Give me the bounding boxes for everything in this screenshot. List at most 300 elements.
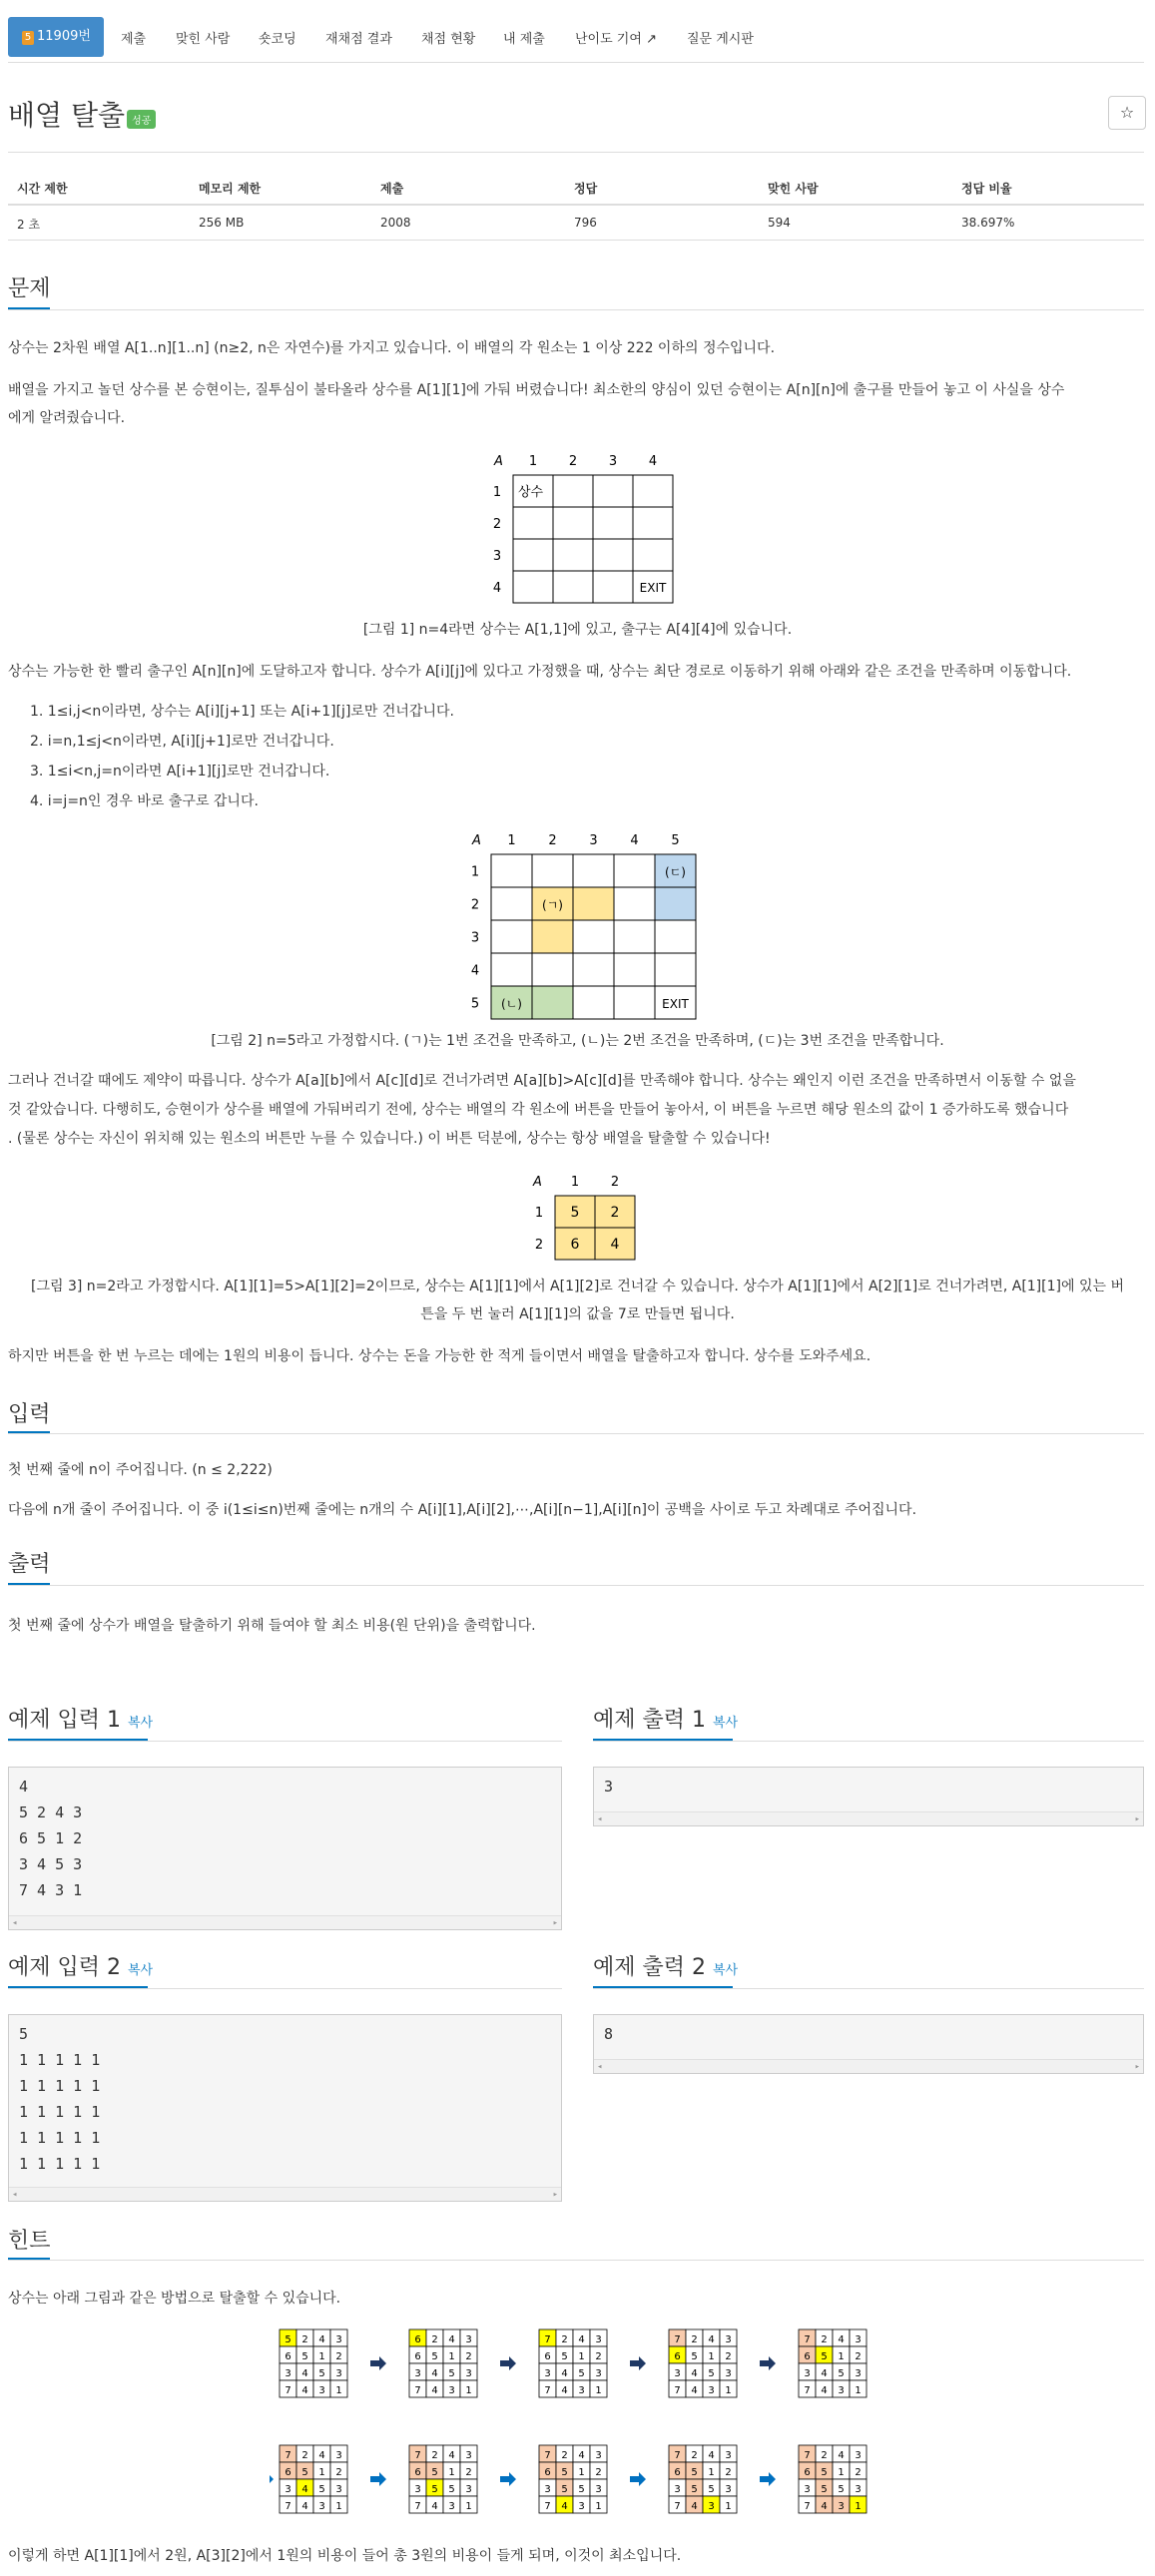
horizontal-scrollbar[interactable]: ◂ ▸	[9, 1915, 561, 1929]
hint-cell-value: 5	[838, 2484, 845, 2495]
hint-cell-value: 4	[318, 2450, 325, 2461]
condition-item: 3. 1≤i<n,j=n이라면 A[i+1][j]로만 건너갑니다.	[30, 764, 330, 779]
hint-cell-value: 5	[431, 2467, 438, 2478]
problem-paragraph: 것 같았습니다. 다행히도, 승현이가 상수를 배열에 가둬버리기 전에, 상수는 배열의 각 원소에 버튼을 만들어 놓아서, 이 버튼을 누르면 해당 원소의 값이 1 증가하도록 했습니다	[8, 1102, 1069, 1118]
hint-cell-value: 4	[838, 2334, 845, 2345]
tier-icon: 5	[22, 31, 34, 45]
hint-cell-value: 3	[544, 2484, 551, 2495]
hint-cell-value: 2	[855, 2351, 862, 2362]
step-arrow-icon	[760, 2356, 776, 2370]
hint-paragraph: 상수는 아래 그림과 같은 방법으로 탈출할 수 있습니다.	[8, 2291, 341, 2307]
hint-cell-value: 7	[285, 2450, 291, 2461]
fig1-cell	[553, 539, 593, 571]
fig1-start-label: 상수	[518, 485, 544, 500]
figure-3-caption: 튼을 두 번 눌러 A[1][1]의 값을 7로 만들면 됩니다.	[420, 1306, 735, 1322]
hint-cell-value: 1	[855, 2501, 862, 2512]
hint-cell-value: 1	[578, 2467, 585, 2478]
hint-cell-value: 5	[431, 2484, 438, 2495]
tab-status[interactable]: 채점 현황	[421, 32, 476, 47]
problem-paragraph: . (물론 상수는 자신이 위치해 있는 원소의 버튼만 누를 수 있습니다.) 이 버튼 덕분에, 상수는 항상 배열을 탈출할 수 있습니다!	[8, 1131, 771, 1147]
hint-cell-value: 3	[595, 2368, 602, 2379]
hint-cell-value: 7	[804, 2334, 811, 2345]
hint-cell-value: 4	[578, 2334, 585, 2345]
fig2-col-label: 2	[548, 833, 557, 848]
figure-1-grid	[483, 447, 683, 609]
stats-header-accepted: 정답	[574, 182, 598, 196]
hint-cell-value: 2	[335, 2467, 342, 2478]
hint-cell-value: 5	[561, 2467, 568, 2478]
fig1-cell	[553, 475, 593, 507]
hint-cell-value: 3	[725, 2368, 732, 2379]
hint-cell-value: 7	[544, 2501, 551, 2512]
hint-cell-value: 3	[804, 2484, 811, 2495]
hint-cell-value: 3	[578, 2385, 585, 2396]
fig1-cell	[513, 571, 553, 603]
hint-cell-value: 2	[691, 2450, 698, 2461]
hint-cell-value: 2	[725, 2351, 732, 2362]
hint-cell-value: 2	[465, 2467, 472, 2478]
hint-steps-figure	[270, 2325, 908, 2541]
hint-cell-value: 3	[855, 2484, 862, 2495]
hint-cell-value: 4	[691, 2368, 698, 2379]
hint-cell-value: 3	[335, 2450, 342, 2461]
fig2-cell	[532, 854, 573, 887]
hint-cell-value: 4	[821, 2368, 828, 2379]
hint-cell-value: 1	[318, 2351, 325, 2362]
hint-cell-value: 5	[708, 2484, 715, 2495]
hint-cell-value: 6	[414, 2351, 421, 2362]
hint-cell-value: 3	[465, 2450, 472, 2461]
problem-paragraph: 하지만 버튼을 한 번 누르는 데에는 1원의 비용이 듭니다. 상수는 돈을 가능한 한 적게 들이면서 배열을 탈출하고자 합니다. 상수를 도와주세요.	[8, 1348, 871, 1364]
hint-cell-value: 4	[448, 2334, 455, 2345]
fig1-cell	[633, 475, 673, 507]
tab-rejudge[interactable]: 재채점 결과	[325, 32, 392, 47]
problem-number-label: 11909번	[37, 29, 91, 44]
figure-2-caption: [그림 2] n=5라고 가정합시다. (ㄱ)는 1번 조건을 만족하고, (ㄴ)는 2번 조건을 만족하며, (ㄷ)는 3번 조건을 만족합니다.	[211, 1033, 944, 1049]
stats-header-memory: 메모리 제한	[199, 182, 262, 196]
fig1-cell	[593, 571, 633, 603]
stats-value-memory: 256 MB	[199, 216, 245, 230]
copy-button[interactable]: 복사	[713, 1716, 739, 1731]
hint-cell-value: 2	[561, 2334, 568, 2345]
hint-cell-value: 7	[804, 2501, 811, 2512]
hint-cell-value: 2	[821, 2334, 828, 2345]
fig2-cell	[573, 854, 614, 887]
condition-item: 4. i=j=n인 경우 바로 출구로 갑니다.	[30, 793, 259, 809]
fig2-cell	[655, 953, 696, 986]
hint-cell-value: 5	[318, 2368, 325, 2379]
fig3-cell-value: 4	[610, 1237, 620, 1253]
hint-cell-value: 5	[691, 2484, 698, 2495]
problem-paragraph: 배열을 가지고 놀던 상수를 본 승현이는, 질투심이 불타올라 상수를 A[1][1]에 가둬 버렸습니다! 최소한의 양심이 있던 승현이는 A[n][n]에 출구를 만들어 놓고 이 사실을 상수	[8, 382, 1065, 398]
input-paragraph: 다음에 n개 줄이 주어집니다. 이 중 i(1≤i≤n)번째 줄에는 n개의 수 A[i][1],A[i][2],⋯,A[i][n−1],A[i][n]이 공백을 사이로 두고 차례대로 주어집니다.	[8, 1502, 917, 1518]
tab-accepted-users[interactable]: 맞힌 사람	[176, 32, 231, 47]
hint-cell-value: 7	[674, 2385, 681, 2396]
hint-cell-value: 4	[431, 2385, 438, 2396]
fig1-cell	[513, 539, 553, 571]
fig2-cell	[491, 854, 532, 887]
hint-cell-value: 4	[301, 2385, 308, 2396]
hint-cell-value: 6	[285, 2351, 291, 2362]
fig2-cell	[614, 887, 655, 920]
hint-cell-value: 3	[674, 2484, 681, 2495]
hint-cell-value: 5	[301, 2351, 308, 2362]
fig3-cell-value: 2	[610, 1205, 620, 1221]
hint-cell-value: 3	[855, 2334, 862, 2345]
hint-cell-value: 4	[301, 2484, 308, 2495]
external-link-icon: ↗	[646, 32, 657, 47]
hint-cell-value: 5	[708, 2368, 715, 2379]
tab-difficulty-contribute[interactable]	[575, 28, 657, 47]
fig3-col-label: 2	[610, 1175, 620, 1190]
hint-cell-value: 4	[301, 2368, 308, 2379]
sample-input-2-content: 5 1 1 1 1 1 1 1 1 1 1 1 1 1 1 1 1 1 1 1 1 1 1 1 1 1	[19, 2025, 101, 2173]
horizontal-scrollbar[interactable]: ◂ ▸	[594, 2059, 1143, 2073]
fig2-col-label: 3	[589, 833, 598, 848]
hint-cell-value: 6	[674, 2467, 681, 2478]
hint-cell-value: 5	[821, 2484, 828, 2495]
hint-cell-value: 2	[855, 2467, 862, 2478]
tab-question-board[interactable]: 질문 게시판	[687, 32, 754, 47]
hint-cell-value: 3	[595, 2334, 602, 2345]
fig3-col-label: 1	[570, 1175, 580, 1190]
hint-cell-value: 3	[595, 2450, 602, 2461]
step-arrow-icon	[500, 2472, 516, 2486]
fig1-col-label: 1	[528, 454, 538, 469]
fig2-cell	[491, 887, 532, 920]
fig2-cell	[532, 953, 573, 986]
hint-cell-value: 3	[335, 2368, 342, 2379]
fig2-row-label: 5	[470, 996, 480, 1012]
hint-cell-value: 7	[414, 2501, 421, 2512]
stats-value-ratio: 38.697%	[961, 216, 1015, 230]
hint-cell-value: 5	[448, 2368, 455, 2379]
hint-cell-value: 7	[804, 2450, 811, 2461]
fig1-col-label: 3	[608, 454, 618, 469]
hint-cell-value: 1	[335, 2501, 342, 2512]
fig2-cell	[614, 854, 655, 887]
sample-output-1-content: 3	[604, 1778, 614, 1796]
fig1-col-label: 2	[568, 454, 578, 469]
hint-cell-value: 1	[838, 2467, 845, 2478]
fig3-row-label: 1	[534, 1206, 544, 1221]
fig3-letter: A	[533, 1175, 542, 1190]
fig2-cell	[614, 986, 655, 1019]
figure-1-caption: [그림 1] n=4라면 상수는 A[1,1]에 있고, 출구는 A[4][4]에 있습니다.	[362, 622, 793, 638]
hint-cell-value: 2	[431, 2334, 438, 2345]
hint-cell-value: 3	[725, 2450, 732, 2461]
hint-cell-value: 4	[838, 2450, 845, 2461]
hint-cell-value: 2	[595, 2351, 602, 2362]
page-title: 배열 탈출	[8, 99, 126, 132]
copy-button[interactable]: 복사	[128, 1963, 154, 1978]
fig1-cell	[553, 507, 593, 539]
hint-cell-value: 5	[691, 2351, 698, 2362]
fig2-cell	[614, 953, 655, 986]
hint-cell-value: 1	[318, 2467, 325, 2478]
fig2-row-label: 1	[470, 864, 480, 880]
fig2-cell	[655, 887, 696, 920]
hint-cell-value: 2	[301, 2450, 308, 2461]
fig2-label-b: (ㄴ)	[501, 997, 522, 1011]
hint-cell-value: 7	[674, 2334, 681, 2345]
hint-cell-value: 3	[804, 2368, 811, 2379]
fig2-label-a: (ㄱ)	[542, 898, 563, 912]
hint-cell-value: 3	[318, 2501, 325, 2512]
sample-input-1-title: 예제 입력 1 복사	[8, 1708, 154, 1733]
hint-cell-value: 3	[335, 2484, 342, 2495]
step-arrow-icon	[370, 2472, 386, 2486]
hint-cell-value: 6	[544, 2351, 551, 2362]
hint-cell-value: 2	[725, 2467, 732, 2478]
hint-cell-value: 1	[335, 2385, 342, 2396]
hint-cell-value: 3	[414, 2368, 421, 2379]
hint-cell-value: 5	[821, 2467, 828, 2478]
fig1-col-label: 4	[648, 454, 658, 469]
fig2-cell	[573, 953, 614, 986]
hint-cell-value: 2	[431, 2450, 438, 2461]
fig2-row-label: 3	[470, 930, 480, 946]
hint-cell-value: 4	[708, 2450, 715, 2461]
hint-cell-value: 3	[708, 2385, 715, 2396]
problem-paragraph: 에게 알려줬습니다.	[8, 410, 126, 426]
hint-cell-value: 4	[691, 2385, 698, 2396]
hint-cell-value: 3	[578, 2501, 585, 2512]
hint-cell-value: 4	[561, 2385, 568, 2396]
sample-output-2-box[interactable]	[593, 2014, 1144, 2074]
hint-cell-value: 4	[448, 2450, 455, 2461]
stats-header-submissions: 제출	[380, 182, 404, 196]
stats-value-submissions: 2008	[380, 216, 411, 230]
sample-output-1-title: 예제 출력 1 복사	[593, 1708, 739, 1733]
hint-cell-value: 5	[578, 2368, 585, 2379]
hint-cell-value: 5	[285, 2334, 291, 2345]
sample-output-1-box[interactable]	[593, 1767, 1144, 1826]
hint-cell-value: 3	[674, 2368, 681, 2379]
hint-cell-value: 6	[544, 2467, 551, 2478]
fig1-cell	[553, 571, 593, 603]
hint-cell-value: 3	[465, 2334, 472, 2345]
horizontal-scrollbar[interactable]: ◂ ▸	[594, 1811, 1143, 1825]
fig1-cell	[593, 475, 633, 507]
hint-cell-value: 7	[544, 2385, 551, 2396]
section-title-hint: 힌트	[8, 2229, 51, 2254]
horizontal-scrollbar[interactable]: ◂ ▸	[9, 2187, 561, 2201]
fig2-cell	[491, 953, 532, 986]
hint-cell-value: 6	[674, 2351, 681, 2362]
step-arrow-icon	[630, 2356, 646, 2370]
hint-cell-value: 7	[414, 2385, 421, 2396]
hint-cell-value: 7	[804, 2385, 811, 2396]
hint-cell-value: 1	[465, 2501, 472, 2512]
stats-value-solvers: 594	[768, 216, 791, 230]
favorite-star-button[interactable]: ☆	[1108, 96, 1146, 130]
hint-cell-value: 1	[725, 2385, 732, 2396]
condition-item: 1. 1≤i,j<n이라면, 상수는 A[i][j+1] 또는 A[i+1][j]로만 건너갑니다.	[30, 704, 454, 720]
hint-cell-value: 3	[448, 2385, 455, 2396]
hint-cell-value: 3	[285, 2368, 291, 2379]
problem-paragraph: 상수는 2차원 배열 A[1..n][1..n] (n≥2, n은 자연수)를 가지고 있습니다. 이 배열의 각 원소는 1 이상 222 이하의 정수입니다.	[8, 340, 776, 356]
hint-cell-value: 1	[448, 2351, 455, 2362]
hint-cell-value: 3	[544, 2368, 551, 2379]
sample-output-2-title: 예제 출력 2 복사	[593, 1955, 739, 1980]
fig3-cell-value: 6	[570, 1237, 580, 1253]
hint-cell-value: 7	[674, 2501, 681, 2512]
hint-cell-value: 2	[301, 2334, 308, 2345]
hint-cell-value: 1	[465, 2385, 472, 2396]
hint-cell-value: 5	[578, 2484, 585, 2495]
hint-cell-value: 4	[821, 2501, 828, 2512]
hint-cell-value: 3	[285, 2484, 291, 2495]
fig2-letter: A	[472, 833, 481, 848]
hint-cell-value: 5	[691, 2467, 698, 2478]
sample-input-1-box[interactable]	[8, 1767, 562, 1930]
hint-cell-value: 5	[431, 2351, 438, 2362]
hint-cell-value: 6	[804, 2467, 811, 2478]
fig1-cell	[633, 507, 673, 539]
fig2-cell	[532, 920, 573, 953]
condition-item: 2. i=n,1≤j<n이라면, A[i][j+1]로만 건너갑니다.	[30, 734, 334, 750]
status-badge: 성공	[127, 110, 156, 129]
hint-cell-value: 1	[595, 2501, 602, 2512]
hint-cell-value: 3	[855, 2450, 862, 2461]
section-title-input: 입력	[8, 1402, 51, 1427]
hint-cell-value: 3	[465, 2368, 472, 2379]
step-arrow-icon	[270, 2472, 274, 2486]
tab-submit[interactable]: 제출	[121, 32, 147, 47]
hint-cell-value: 3	[335, 2334, 342, 2345]
hint-cell-value: 3	[725, 2334, 732, 2345]
copy-button[interactable]: 복사	[713, 1963, 739, 1978]
hint-cell-value: 1	[595, 2385, 602, 2396]
hint-cell-value: 5	[561, 2484, 568, 2495]
tab-short-coding[interactable]: 숏코딩	[259, 32, 296, 47]
fig1-row-label: 2	[492, 517, 502, 532]
hint-cell-value: 5	[821, 2351, 828, 2362]
problem-paragraph: 그러나 건너갈 때에도 제약이 따릅니다. 상수가 A[a][b]에서 A[c][d]로 건너가려면 A[a][b]>A[c][d]를 만족해야 합니다. 상수는 왜인지 이런 조건을 만족하면서 이동할 수 없을	[8, 1073, 1076, 1089]
section-title-output: 출력	[8, 1552, 51, 1577]
fig1-row-label: 1	[492, 485, 502, 500]
hint-cell-value: 3	[725, 2484, 732, 2495]
hint-cell-value: 3	[838, 2385, 845, 2396]
figure-2-grid	[461, 826, 701, 1020]
hint-cell-value: 6	[804, 2351, 811, 2362]
fig2-cell	[573, 887, 614, 920]
problem-paragraph: 상수는 가능한 한 빨리 출구인 A[n][n]에 도달하고자 합니다. 상수가 A[i][j]에 있다고 가정했을 때, 상수는 최단 경로로 이동하기 위해 아래와 같은 조건을 만족하며 이동합니다.	[8, 664, 1072, 680]
fig2-cell	[655, 920, 696, 953]
stats-value-accepted: 796	[574, 216, 597, 230]
fig2-row-label: 2	[470, 897, 480, 913]
hint-cell-value: 4	[561, 2501, 568, 2512]
hint-cell-value: 1	[578, 2351, 585, 2362]
hint-cell-value: 5	[318, 2484, 325, 2495]
hint-cell-value: 7	[285, 2501, 291, 2512]
fig3-cell-value: 5	[570, 1205, 580, 1221]
sample-input-2-box[interactable]	[8, 2014, 562, 2202]
hint-cell-value: 7	[285, 2385, 291, 2396]
fig2-col-label: 1	[507, 833, 516, 848]
step-arrow-icon	[370, 2356, 386, 2370]
hint-cell-value: 5	[838, 2368, 845, 2379]
figure-3-grid	[525, 1168, 645, 1268]
hint-cell-value: 6	[285, 2467, 291, 2478]
hint-cell-value: 4	[578, 2450, 585, 2461]
hint-cell-value: 2	[335, 2351, 342, 2362]
fig3-row-label: 2	[534, 1238, 544, 1253]
hint-paragraph: 이렇게 하면 A[1][1]에서 2원, A[3][2]에서 1원의 비용이 들어 총 3원의 비용이 들게 되며, 이것이 최소입니다.	[8, 2548, 682, 2564]
fig2-col-label: 5	[671, 833, 680, 848]
hint-cell-value: 4	[691, 2501, 698, 2512]
stats-value-time: 2 초	[17, 218, 41, 232]
tab-my-submissions[interactable]: 내 제출	[503, 32, 545, 47]
hint-cell-value: 3	[855, 2368, 862, 2379]
hint-cell-value: 2	[561, 2450, 568, 2461]
sample-input-1-content: 4 5 2 4 3 6 5 1 2 3 4 5 3 7 4 3 1	[19, 1778, 83, 1899]
fig1-cell	[593, 539, 633, 571]
fig2-label-c: (ㄷ)	[665, 865, 686, 879]
hint-cell-value: 2	[691, 2334, 698, 2345]
hint-cell-value: 6	[414, 2467, 421, 2478]
hint-cell-value: 7	[544, 2334, 551, 2345]
hint-cell-value: 6	[414, 2334, 421, 2345]
fig1-letter: A	[494, 454, 503, 469]
hint-cell-value: 3	[708, 2501, 715, 2512]
step-arrow-icon	[500, 2356, 516, 2370]
hint-cell-value: 3	[318, 2385, 325, 2396]
hint-cell-value: 2	[821, 2450, 828, 2461]
fig2-row-label: 4	[470, 963, 480, 979]
fig2-cell	[573, 920, 614, 953]
fig1-cell	[633, 539, 673, 571]
hint-cell-value: 5	[448, 2484, 455, 2495]
hint-cell-value: 2	[465, 2351, 472, 2362]
tab-difficulty-label: 난이도 기여	[575, 32, 642, 47]
hint-cell-value: 4	[561, 2368, 568, 2379]
fig2-exit-label: EXIT	[662, 997, 689, 1011]
fig1-row-label: 3	[492, 549, 502, 564]
figure-3-caption: [그림 3] n=2라고 가정합시다. A[1][1]=5>A[1][2]=2이므로, 상수는 A[1][1]에서 A[1][2]로 건너갈 수 있습니다. 상수가 A[1][1]에서 A[2][1]로 건너가려면, A[1][1]에 있는 버	[31, 1279, 1124, 1294]
section-title-problem: 문제	[8, 276, 51, 301]
fig1-row-label: 4	[492, 581, 502, 596]
output-paragraph: 첫 번째 줄에 상수가 배열을 탈출하기 위해 들여야 할 최소 비용(원 단위)을 출력합니다.	[8, 1618, 536, 1634]
hint-cell-value: 2	[595, 2467, 602, 2478]
hint-cell-value: 3	[595, 2484, 602, 2495]
tab-problem-number[interactable]	[8, 17, 104, 57]
hint-cell-value: 3	[448, 2501, 455, 2512]
copy-button[interactable]: 복사	[128, 1716, 154, 1731]
hint-cell-value: 3	[838, 2501, 845, 2512]
hint-cell-value: 7	[414, 2450, 421, 2461]
fig2-col-label: 4	[630, 833, 639, 848]
sample-output-2-content: 8	[604, 2025, 614, 2043]
hint-cell-value: 1	[708, 2467, 715, 2478]
fig2-cell	[491, 920, 532, 953]
hint-cell-value: 4	[821, 2385, 828, 2396]
hint-cell-value: 7	[674, 2450, 681, 2461]
step-arrow-icon	[760, 2472, 776, 2486]
hint-cell-value: 4	[318, 2334, 325, 2345]
hint-cell-value: 4	[301, 2501, 308, 2512]
stats-header-time: 시간 제한	[17, 182, 68, 196]
fig1-cell	[513, 507, 553, 539]
stats-header-solvers: 맞힌 사람	[768, 182, 819, 196]
hint-cell-value: 5	[561, 2351, 568, 2362]
hint-cell-value: 4	[431, 2368, 438, 2379]
hint-cell-value: 1	[448, 2467, 455, 2478]
hint-cell-value: 7	[544, 2450, 551, 2461]
fig1-exit-label: EXIT	[639, 581, 667, 595]
input-paragraph: 첫 번째 줄에 n이 주어집니다. (n ≤ 2,222)	[8, 1462, 273, 1478]
